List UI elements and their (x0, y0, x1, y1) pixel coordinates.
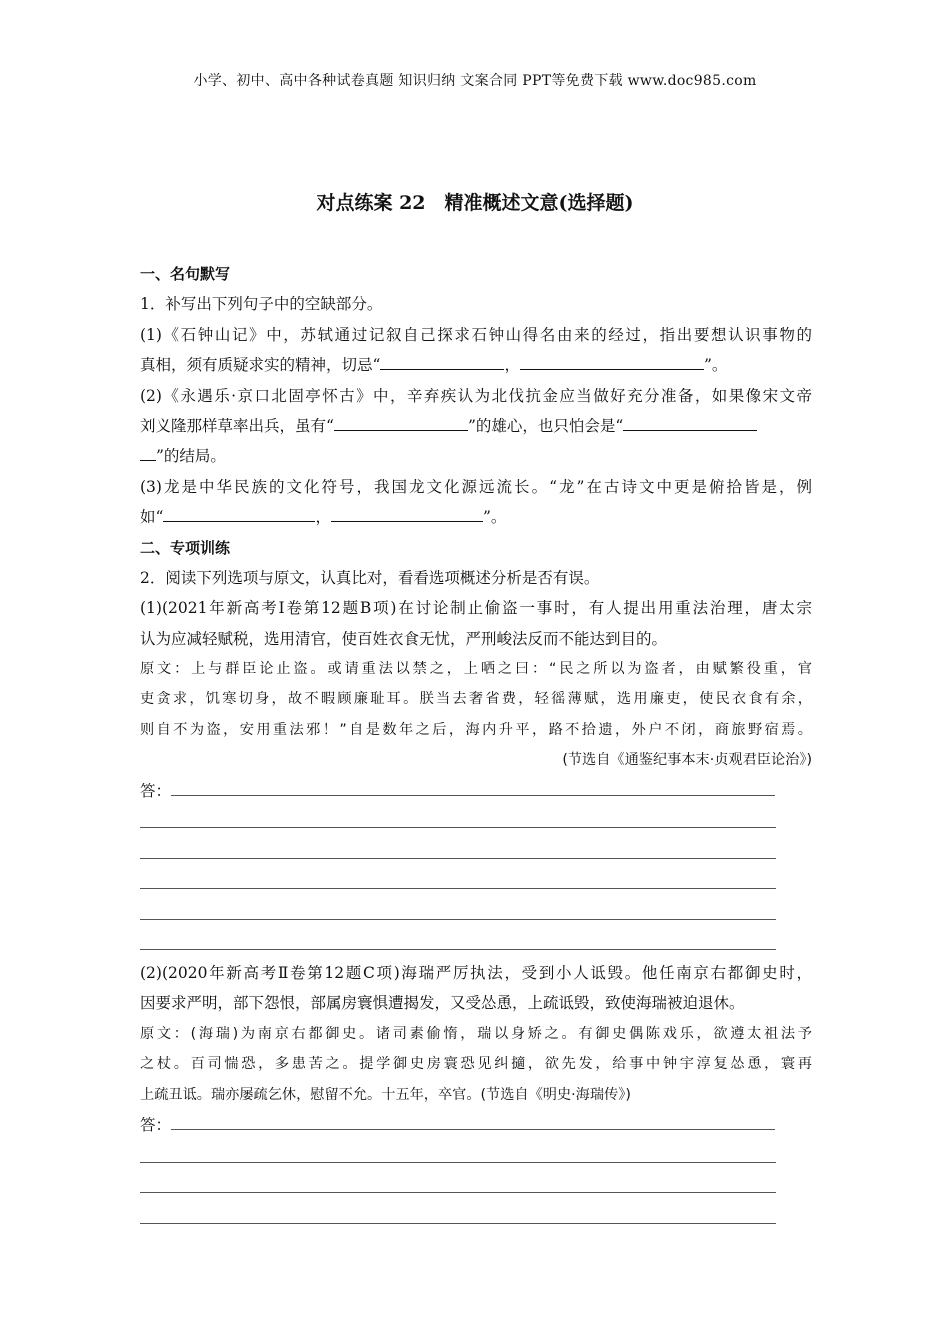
question-1-3-line2 (140, 502, 812, 532)
q1-3-text-a: 如“ (140, 508, 164, 527)
item-2-original-line3: 上疏丑诋。瑞亦屡疏乞休，慰留不允。十五年，卒官。(节选自《明史·海瑞传》) (140, 1086, 631, 1103)
fill-blank[interactable] (623, 413, 757, 431)
fill-blank-continued[interactable] (140, 443, 156, 461)
page-header: 小学、初中、高中各种试卷真题 知识归纳 文案合同 PPT等免费下载 www.doc985.com (193, 73, 757, 89)
q1-2-text-a: 刘义隆那样草率出兵，虽有“ (140, 416, 334, 435)
item-2-line2: 因要求严明，部下怨恨，部属房寰惧遭揭发，又受怂恿，上疏诋毁，致使海瑞被迫退休。 (140, 994, 745, 1013)
answer-line[interactable] (140, 928, 812, 958)
fill-blank[interactable] (520, 352, 704, 370)
item-2-line1: (2)(2020年新高考Ⅱ卷第12题C项)海瑞严厉执法，受到小人诋毁。他任南京右都御史时， (140, 963, 812, 982)
q1-1-text-b: ， (504, 356, 520, 375)
section-heading-training: 二、专项训练 (140, 538, 231, 557)
answer-line[interactable] (140, 1171, 812, 1201)
fill-blank[interactable] (331, 504, 483, 522)
item-2-answer-row (140, 1110, 812, 1140)
answer-label: 答： (140, 781, 172, 800)
question-1-1-line2 (140, 350, 812, 380)
page-title: 对点练案 22 精准概述文意(选择题) (316, 192, 634, 214)
q1-3-text-b: ， (315, 508, 331, 527)
q1-2-text-c: ”的结局。 (156, 447, 226, 466)
answer-line[interactable] (140, 836, 812, 866)
section-heading-dictation: 一、名句默写 (140, 265, 231, 283)
item-1-original-line2: 吏贪求，饥寒切身，故不暇顾廉耻耳。朕当去奢省费，轻徭薄赋，选用廉吏，使民衣食有余， (140, 691, 812, 708)
item-1-original-line1: 原文：上与群臣论止盗。或请重法以禁之，上哂之曰：“民之所以为盗者，由赋繁役重，官 (140, 661, 812, 678)
answer-line[interactable] (140, 1140, 812, 1170)
item-1-source: (节选自《通鉴纪事本末·贞观君臣论治》) (562, 752, 812, 769)
item-1-original-line3: 则自不为盗，安用重法邪！”自是数年之后，海内升平，路不拾遗，外户不闭，商旅野宿焉。 (140, 721, 812, 738)
question-2-stem: 2．阅读下列选项与原文，认真比对，看看选项概述分析是否有误。 (140, 568, 600, 587)
item-1-line1: (1)(2021年新高考Ⅰ卷第12题B项)在讨论制止偷盗一事时，有人提出用重法治理，唐太宗 (140, 599, 812, 618)
question-1-1-line1: (1)《石钟山记》中，苏轼通过记叙自己探求石钟山得名由来的经过，指出要想认识事物的 (140, 325, 812, 344)
answer-line[interactable] (171, 777, 775, 796)
question-1-3-line1: (3)龙是中华民族的文化符号，我国龙文化源远流长。“龙”在古诗文中更是俯拾皆是，例 (140, 477, 812, 496)
answer-label: 答： (140, 1115, 172, 1134)
question-1-2-line1: (2)《永遇乐·京口北固亭怀古》中，辛弃疾认为北伐抗金应当做好充分准备，如果像宋文帝 (140, 386, 812, 405)
question-1-2-line3 (140, 441, 812, 471)
question-1-stem: 1．补写出下列句子中的空缺部分。 (140, 295, 383, 314)
item-1-line2: 认为应减轻赋税，选用清官，使百姓衣食无忧，严刑峻法反而不能达到目的。 (140, 629, 668, 648)
fill-blank[interactable] (163, 504, 315, 522)
answer-line[interactable] (140, 1201, 812, 1231)
fill-blank[interactable] (380, 352, 504, 370)
worksheet-body (140, 259, 812, 1232)
answer-line[interactable] (171, 1111, 775, 1130)
q1-1-text-a: 真相，须有质疑求实的精神，切忌“ (140, 356, 381, 375)
answer-line[interactable] (140, 806, 812, 836)
answer-line[interactable] (140, 897, 812, 927)
fill-blank[interactable] (334, 413, 468, 431)
item-2-original-line1: 原文：(海瑞)为南京右都御史。诸司素偷惰，瑞以身矫之。有御史偶陈戏乐，欲遵太祖法予 (140, 1025, 812, 1042)
q1-2-text-b: ”的雄心，也只怕会是“ (467, 416, 624, 435)
q1-3-text-c: ”。 (482, 508, 507, 527)
item-1-answer-row (140, 776, 812, 806)
answer-line[interactable] (140, 867, 812, 897)
q1-1-text-c: ”。 (703, 356, 728, 375)
question-1-2-line2 (140, 411, 812, 441)
item-2-original-line2: 之杖。百司惴恐，多患苦之。提学御史房寰恐见纠擿，欲先发，给事中钟宇淳复怂恿，寰再 (140, 1056, 812, 1073)
